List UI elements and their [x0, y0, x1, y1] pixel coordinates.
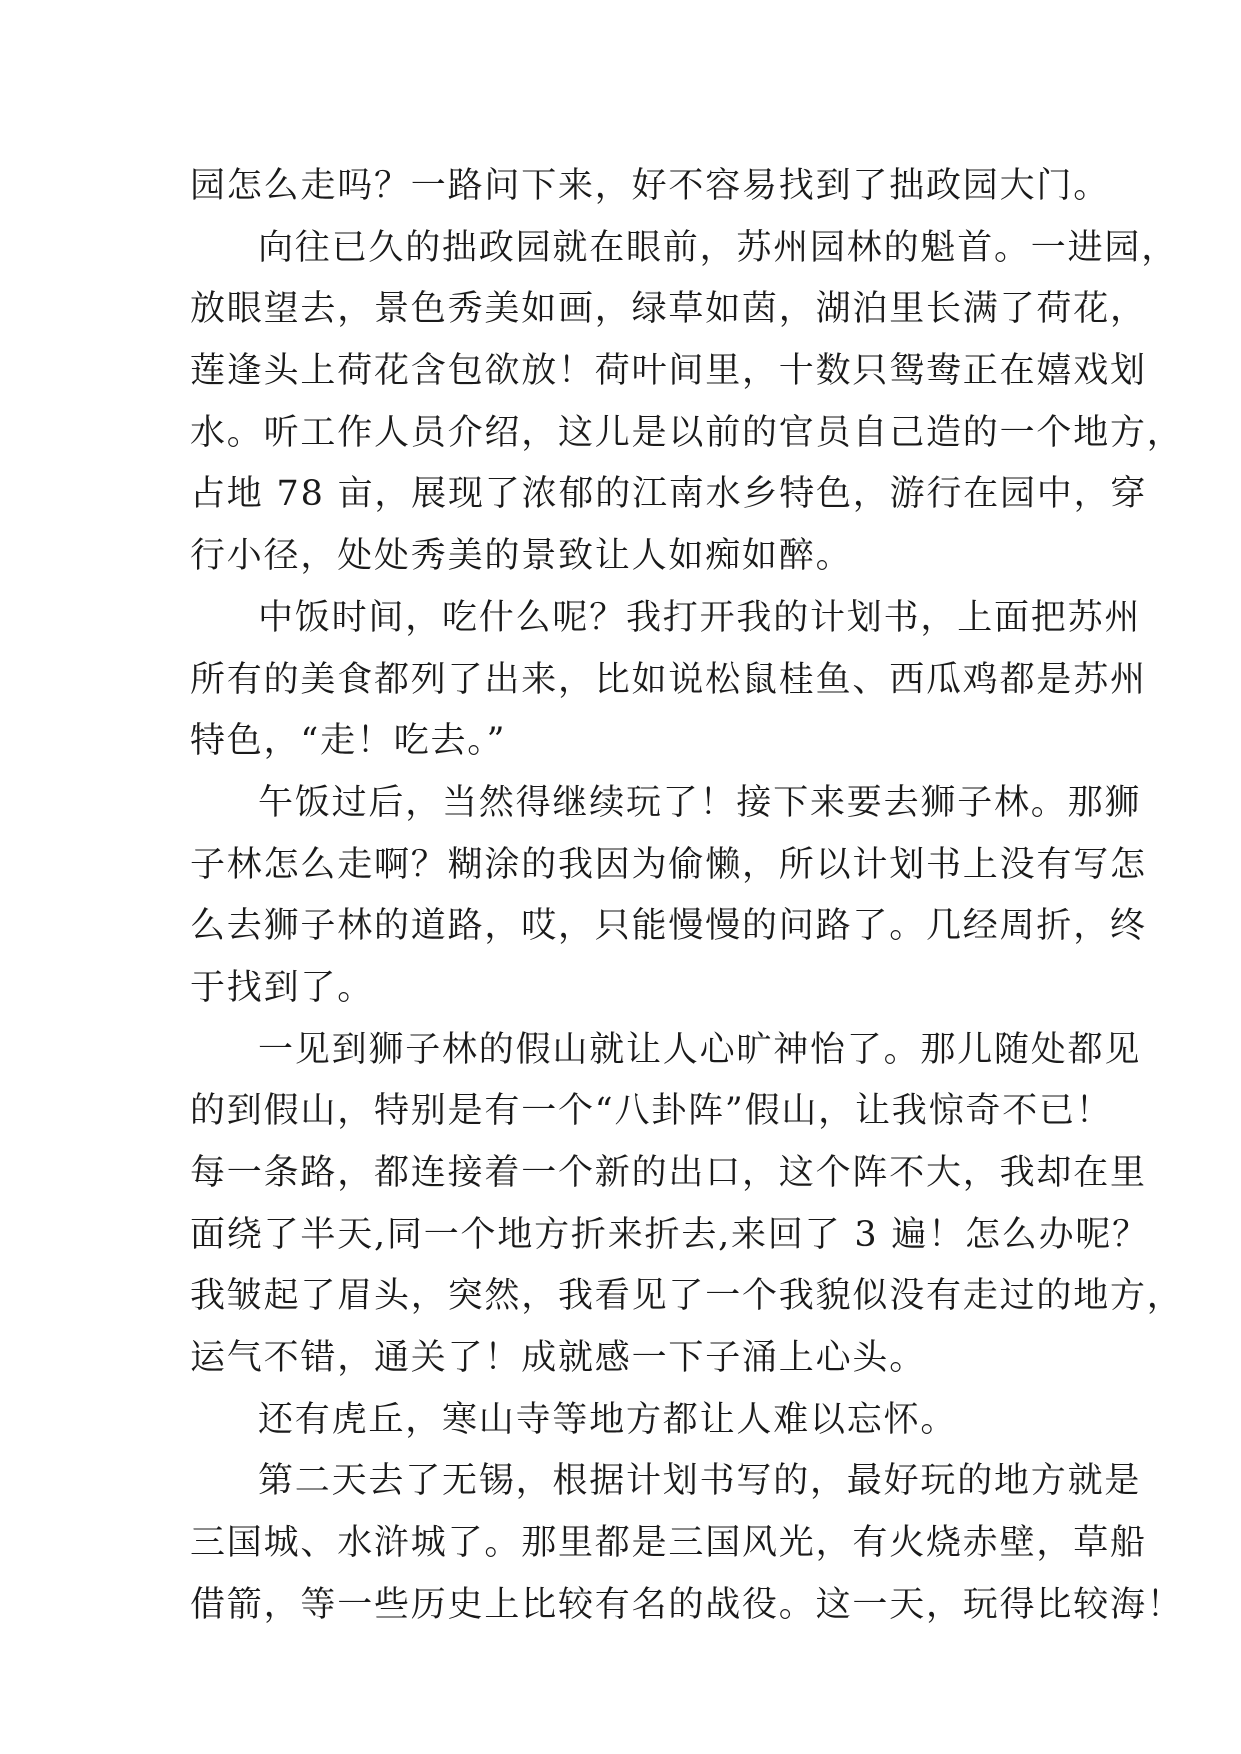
text-line: 运气不错，通关了！成就感一下子涌上心头。 [190, 1338, 927, 1379]
text-line: 每一条路，都连接着一个新的出口，这个阵不大，我却在里 [190, 1153, 1147, 1193]
text-line: 中饭时间，吃什么呢？我打开我的计划书，上面把苏州 [258, 597, 1142, 638]
text-line: 第二天去了无锡，根据计划书写的，最好玩的地方就是 [258, 1461, 1142, 1502]
text-line: 三国城、水浒城了。那里都是三国风光，有火烧赤壁，草船 [190, 1523, 1147, 1564]
text-line: 莲逢头上荷花含包欲放！荷叶间里，十数只鸳鸯正在嬉戏划 [190, 351, 1147, 392]
text-line: 特色，“走！吃去。” [190, 721, 507, 762]
text-line: 面绕了半天,同一个地方折来折去,来回了 3 遍！怎么办呢？ [190, 1214, 1149, 1255]
text-line: 一见到狮子林的假山就让人心旷神怡了。那儿随处都见 [258, 1029, 1142, 1070]
text-line: 午饭过后，当然得继续玩了！接下来要去狮子林。那狮 [258, 782, 1142, 823]
text-line: 我皱起了眉头，突然，我看见了一个我貌似没有走过的地方， [190, 1276, 1184, 1317]
text-line: 园怎么走吗？一路问下来，好不容易找到了拙政园大门。 [190, 166, 1111, 206]
text-line: 行小径，处处秀美的景致让人如痴如醉。 [190, 536, 853, 577]
text-line: 于找到了。 [190, 967, 375, 1008]
text-line: 么去狮子林的道路，哎，只能慢慢的问路了。几经周折，终 [190, 906, 1147, 947]
text-line: 的到假山，特别是有一个“八卦阵”假山，让我惊奇不已！ [190, 1091, 1113, 1132]
text-line: 放眼望去，景色秀美如画，绿草如茵，湖泊里长满了荷花， [190, 289, 1147, 330]
text-line: 借箭，等一些历史上比较有名的战役。这一天，玩得比较海！ [190, 1584, 1184, 1625]
text-line: 占地 78 亩，展现了浓郁的江南水乡特色，游行在园中，穿 [190, 474, 1148, 515]
document-body [190, 156, 1184, 1637]
text-line: 子林怎么走啊？糊涂的我因为偷懒，所以计划书上没有写怎 [190, 844, 1147, 885]
text-line: 水。听工作人员介绍，这儿是以前的官员自己造的一个地方， [190, 412, 1184, 453]
text-line: 还有虎丘，寒山寺等地方都让人难以忘怀。 [258, 1399, 958, 1440]
text-line: 所有的美食都列了出来，比如说松鼠桂鱼、西瓜鸡都是苏州 [190, 659, 1147, 700]
text-line: 向往已久的拙政园就在眼前，苏州园林的魁首。一进园， [258, 227, 1179, 268]
